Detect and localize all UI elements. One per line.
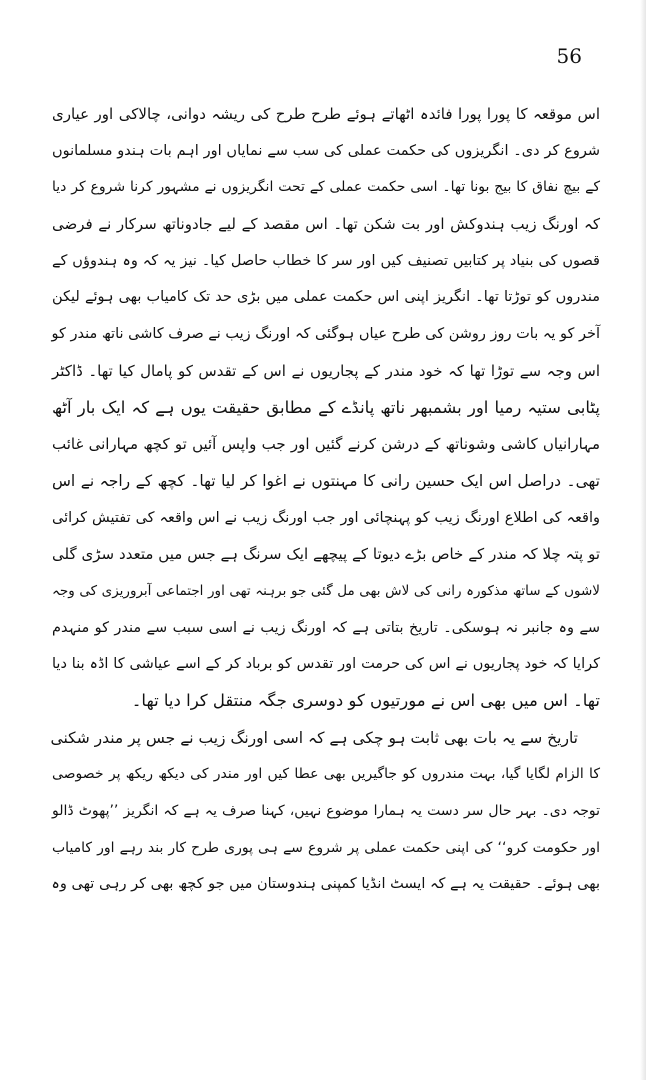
text-line: واقعہ کی اطلاع اورنگ زیب کو پہنچائی اور جب اورنگ زیب نے اس واقعہ کی تفتیش کرائی: [52, 509, 600, 526]
text-line: توجہ دی۔ بہر حال سر دست یہ ہمارا موضوع نہیں، کہنا صرف یہ ہے کہ انگریز ’’پھوٹ ڈالو: [52, 803, 600, 820]
text-line: تھا۔ اس میں بھی اس نے مورتیوں کو دوسری جگہ منتقل کرا دیا تھا۔: [131, 691, 600, 710]
text-line: مندروں کو توڑتا تھا۔ انگریز اپنی اس حکمت عملی میں بڑی حد تک کامیاب بھی ہوئے لیکن: [52, 289, 600, 306]
scan-edge-shadow: [640, 0, 646, 1080]
text-line: تھی۔ دراصل اس ایک حسین رانی کا مہنتوں نے اغوا کر لیا تھا۔ کچھ کے راجہ نے اس: [52, 471, 600, 490]
text-line: شروع کر دی۔ انگریزوں کی حکمت عملی کی سب سے نمایاں اور اہم بات ہندو مسلمانوں: [52, 142, 600, 159]
text-line: قصوں کی بنیاد پر کتابیں تصنیف کیں اور سر کا خطاب حاصل کیا۔ نیز یہ کہ وہ ہندوؤں کے: [52, 252, 600, 269]
text-line: لاشوں کے ساتھ مذکورہ رانی کی لاش بھی مل گئی جو برہنہ تھی اور اجتماعی آبروریزی کی وجہ: [52, 582, 600, 599]
text-line: کے بیچ نفاق کا بیج بونا تھا۔ اسی حکمت عملی کے تحت انگریزوں نے مشہور کرنا شروع کر دیا: [52, 179, 600, 196]
text-line: بھی ہوئے۔ حقیقت یہ ہے کہ ایسٹ انڈیا کمپنی ہندوستان میں جو کچھ بھی کر رہی تھی وہ: [51, 876, 600, 893]
text-line: تاریخ سے یہ بات بھی ثابت ہو چکی ہے کہ اسی اورنگ زیب نے جس پر مندر شکنی: [50, 728, 578, 747]
text-line: اور حکومت کرو‘‘ کی اپنی حکمت عملی پر شروع سے ہی پوری طرح کار بند رہے اور کامیاب: [52, 839, 600, 856]
page-number: 56: [556, 44, 582, 68]
text-line: اس وجہ سے توڑا تھا کہ خود مندر کے پجاریوں نے اس کے تقدس کو پامال کیا تھا۔ ڈاکٹر: [52, 361, 600, 380]
text-line: تو پتہ چلا کہ مندر کے خاص بڑے دیوتا کے پیچھے ایک سرنگ ہے جس میں متعدد سڑی گلی: [52, 545, 600, 564]
text-line: سے وہ جانبر نہ ہوسکی۔ تاریخ بتاتی ہے کہ اورنگ زیب نے اسی سبب سے مندر کو منہدم: [52, 619, 600, 636]
text-line: مہارانیاں کاشی وشوناتھ کے درشن کرنے گئیں اور جب واپس آئیں تو کچھ مہارانی غائب: [52, 435, 600, 454]
text-line: آخر کو یہ بات روز روشن کی طرح عیاں ہوگئی کہ اورنگ زیب نے صرف کاشی ناتھ مندر کو: [51, 326, 600, 343]
text-line: کرایا کہ خود پجاریوں نے اس کی حرمت اور تقدس کو برباد کر کے اسے عیاشی کا اڈہ بنا دیا: [52, 656, 600, 673]
text-line: کا الزام لگایا گیا، بہت مندروں کو جاگیریں بھی عطا کیں اور مندر کی دیکھ ریکھ پر خصوصی: [52, 766, 600, 783]
text-line: کہ اورنگ زیب ہندوکش اور بت شکن تھا۔ اس مقصد کے لیے جادوناتھ سرکار نے فرضی: [52, 215, 600, 234]
text-line: پٹابی ستیہ رمیا اور بشمبھر ناتھ پانڈے کے مطابق حقیقت یوں ہے کہ ایک بار آٹھ: [52, 397, 600, 417]
text-line: اس موقعہ کا پورا پورا فائدہ اٹھاتے ہوئے طرح طرح کی ریشہ دوانی، چالاکی اور عیاری: [52, 105, 600, 123]
page-body: [52, 96, 600, 903]
